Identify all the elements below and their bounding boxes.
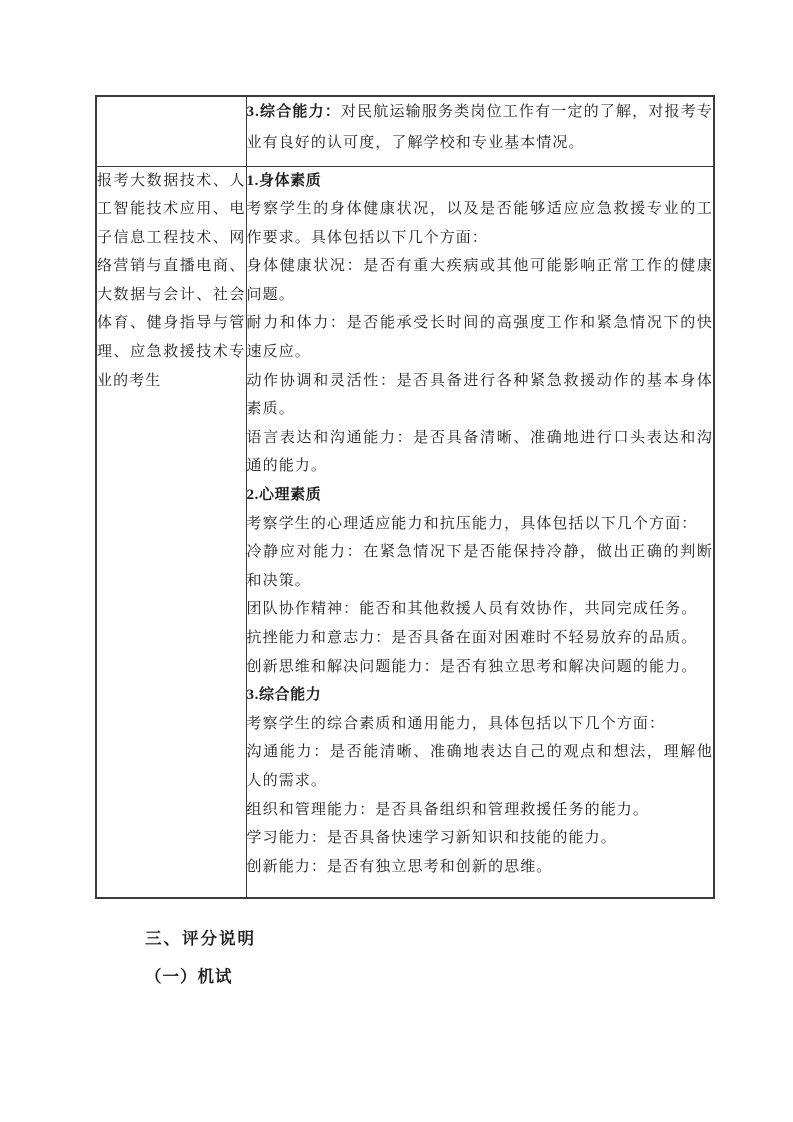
criteria-paragraph: 创新能力：是否有独立思考和创新的思维。 — [246, 858, 553, 875]
criteria-paragraph: 团队协作精神：能否和其他救援人员有效协作，共同完成任务。 — [246, 601, 698, 618]
assessment-criteria-table — [95, 95, 715, 899]
criteria-paragraph: 考察学生的心理适应能力和抗压能力，具体包括以下几个方面： — [246, 515, 698, 532]
criteria-paragraph: 创新思维和解决问题能力：是否有独立思考和解决问题的能力。 — [246, 658, 698, 675]
criteria-paragraph — [247, 97, 714, 159]
criteria-heading: 1.身体素质 — [246, 172, 322, 189]
requirement-cell-majors: 报考大数据技术、人工智能技术应用、电子信息工程技术、网络营销与直播电商、大数据与会计、社会体育、健身指导与管理、应急救援技术专业的考生 — [96, 166, 246, 898]
criteria-paragraph: 考察学生的综合素质和通用能力，具体包括以下几个方面： — [246, 715, 666, 732]
criteria-paragraph: 耐力和体力：是否能承受长时间的高强度工作和紧急情况下的快速反应。 — [246, 315, 713, 361]
criteria-paragraph: 组织和管理能力：是否具备组织和管理救援任务的能力。 — [246, 801, 650, 818]
criteria-lead-text: 对民航运输服务类岗位工作有一定的了解，对报考专业有良好的认可度，了解学校和专业基本情况。 — [246, 104, 713, 151]
criteria-paragraph: 抗挫能力和意志力：是否具备在面对困难时不轻易放弃的品质。 — [246, 630, 698, 646]
criteria-paragraph: 考察学生的身体健康状况，以及是否能够适应应急救援专业的工作要求。具体包括以下几个方面： — [246, 201, 713, 246]
criteria-paragraph: 沟通能力：是否能清晰、准确地表达自己的观点和想法，理解他人的需求。 — [246, 744, 713, 789]
criteria-paragraph: 身体健康状况：是否有重大疾病或其他可能影响正常工作的健康问题。 — [246, 258, 713, 303]
section-heading-scoring: 三、评分说明 — [145, 929, 256, 948]
subsection-heading-machine-test: （一）机试 — [145, 967, 233, 986]
criteria-paragraph: 冷静应对能力：在紧急情况下是否能保持冷静，做出正确的判断和决策。 — [246, 544, 713, 589]
criteria-bold-lead: 3.综合能力： — [246, 104, 341, 120]
criteria-heading: 3.综合能力 — [246, 687, 322, 704]
table-row — [96, 96, 714, 166]
criteria-heading: 2.心理素质 — [246, 487, 322, 504]
criteria-paragraph: 动作协调和灵活性：是否具备进行各种紧急救援动作的基本身体素质。 — [246, 372, 713, 418]
criteria-cell-details — [246, 166, 714, 898]
requirement-cell-empty — [96, 96, 246, 166]
criteria-paragraph: 学习能力：是否具备快速学习新知识和技能的能力。 — [246, 830, 617, 847]
criteria-paragraph: 语言表达和沟通能力：是否具备清晰、准确地进行口头表达和沟通的能力。 — [246, 429, 713, 475]
criteria-cell-comprehensive-continued — [246, 96, 714, 166]
table-row — [96, 166, 714, 898]
